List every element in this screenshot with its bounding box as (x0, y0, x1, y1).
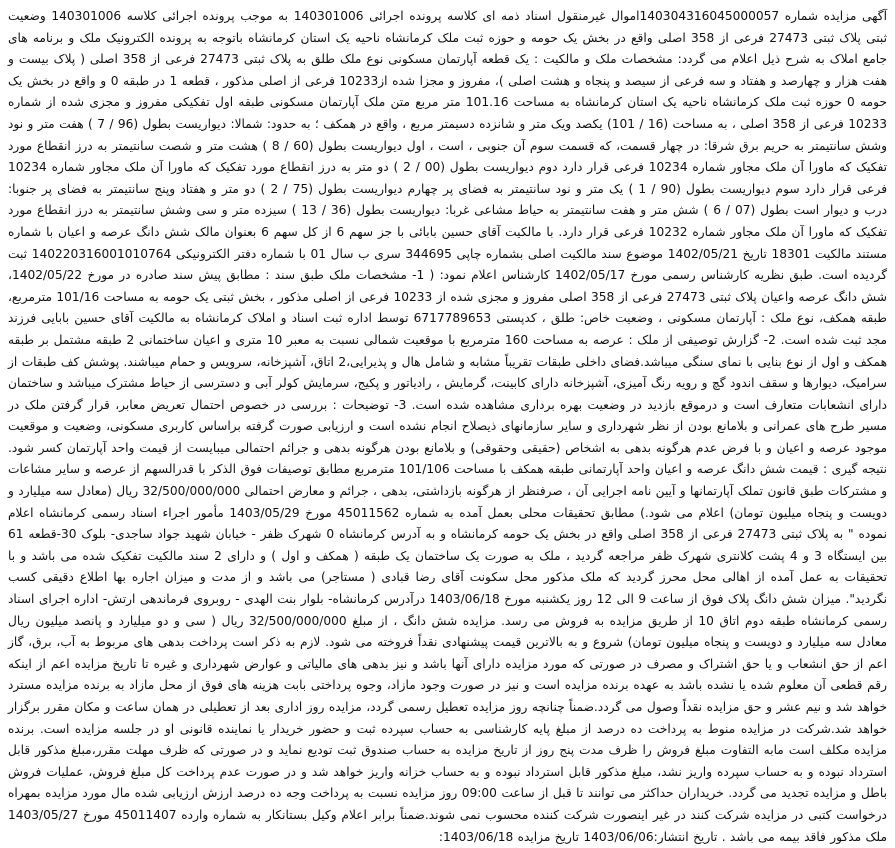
auction-notice-body: آگهی مزایده شماره 140304316045000057اموال غیرمنقول اسناد ذمه ای کلاسه پرونده اجرائی 140301006 به موجب پرونده اجرائی کلاسه 140301006 وضعیت ثبتی پلاک ثبتی 27473 فرعی از 358 اصلی واقع در بخش یک حومه و حوزه ثبت ملک کرمانشاه ناحیه یک استان کرمانشاه باتوجه به پرونده الکترونیک ملک و برنامه های جامع املاک به شرح ذیل اعلام می گردد: مشخصات ملک و مالکیت : یک قطعه آپارتمان مسکونی نوع ملک طلق به پلاک ثبتی 27473 فرعی از 358 اصلی ( پلاک بیست و هفت هزار و چهارصد و هفتاد و سه فرعی از سیصد و پنجاه و هشت اصلی )، مفروز و مجزا شده از10233 فرعی از اصلی مذکور ، قطعه 1 در طبقه 0 و واقع در بخش یک حومه 0 حوزه ثبت ملک کرمانشاه ناحیه یک استان کرمانشاه به مساحت 101.16 متر مربع متن ملک آپارتمان مسکونی طبقه اول تفکیکی مفروز و مجزی شده از شماره 10233 فرعی از 358 اصلی ، به مساحت (16 / 101) یکصد ویک متر و شانزده دسیمتر مربع ، واقع در همکف ؛ به حدود: شمالا: دیواریست بطول (96 / 7 ) هفت متر و نود وشش سانتیمتر به حریم برق شرقا: در چهار قسمت، که قسمت سوم آن جنوبی ، است ، اول دیواریست بطول (60 / 8 ) هشت متر و شصت سانتیمتر به درز انقطاع مورد تفکیک که ماورا آن ملک مجاور شماره 10234 فرعی قرار دارد دوم دیواریست بطول (00 / 2 ) دو متر به درز انقطاع مورد تفکیک که ماورا آن ملک مجاور شماره 10234 فرعی قرار دارد سوم دیواریست بطول (90 / 1 ) یک متر و نود سانتیمتر به فضای پر چهارم دیواریست بطول (75 / 2 ) دو متر و هفتاد وپنج سانتیمتر به فضای پر جنوبا: درب و دیوار است بطول (07 / 6 ) شش متر و هفت سانتیمتر به حیاط مشاعی غربا: دیواریست بطول (36 / 13 ) سیزده متر و سی وشش سانتیمتر به درز انقطاع مورد تفکیک که ماورا آن ملک مجاور شماره 10232 فرعی قرار دارد. با مالکیت آقای حسین بابائی با جز سهم 6 از کل سهم 6 بعنوان مالک شش دانگ عرصه و اعیان با شماره مستند مالکیت 18301 تاریخ 1402/05/21 موضوع سند مالکیت اصلی بشماره چاپی 344695 سری ب سال 01 با شماره دفتر الکترونیکی 140220316001010764 ثبت گردیده است. طبق نظریه کارشناس رسمی مورخ 1402/05/17 کارشناس اعلام نمود: ( 1- مشخصات ملک طبق سند : مطابق پیش سند صادره در مورخ 1402/05/22، شش دانگ عرصه واعیان پلاک ثبتی 27473 فرعی از 358 اصلی مفروز و مجزی شده از 10233 فرعی از اصلی مذکور ، بخش ثبتی یک حومه به مساحت 101/16 مترمربع، طبقه همکف، نوع ملک : آپارتمان مسکونی ، وضعیت خاص: طلق ، کدپستی 6717789653 توسط اداره ثبت اسناد و املاک کرمانشاه به مالکیت آقای حسین بابایی فرزند مجد ثبت شده است. 2- گزارش توصیفی از ملک : عرصه به مساحت 160 مترمربع با موقعیت شمالی نسبت به معبر 10 متری و اعیان ساختمانی 2 طبقه مشتمل بر طبقه همکف و اول از نوع بنایی با نمای سنگی میباشد.فضای داخلی طبقات تقریباً مشابه و شامل هال و پذیرایی،2 اتاق، آشپزخانه، سرویس و حمام میباشند. پوشش کف طبقات از سرامیک، دیوارها و سقف اندود گچ و رویه رنگ آمیزی، آشپزخانه دارای کابینت، گرمایش ، رادیاتور و پکیج، سرمایش کولر آبی و دسترسی از حیاط مشترک میباشد و ساختمان دارای انشعابات متعارف است و درموقع بازدید در وضعیت بهره برداری مشاهده شده است. 3- توضیحات : بررسی در خصوص احتمال تعریض معابر، قرار گرفتن ملک در مسیر طرح های عمرانی و بلامانع بودن از نظر شهرداری و سایر سازمانهای ذیصلاح انجام نشده است و ارزیابی صورت گرفته براساس کاربری مسکونی، وضعیت و موقعیت موجود عرصه و اعیان و با فرض عدم هرگونه بدهی به اشخاص (حقیقی وحقوقی) و بلامانع بودن هرگونه بدهی و جرائم احتمالی میبایست از قیمت واحد آپارتمان کسر شود. نتیجه گیری : قیمت شش دانگ عرصه و اعیان واحد آپارتمانی طبقه همکف با مساحت 101/106 مترمربع مطابق توصیفات فوق الذکر با قدرالسهم از عرصه و سایر مشاعات و مشترکات طبق قانون تملک آپارتمانها و آیین نامه اجرایی آن ، صرفنظر از هرگونه بازداشتی، بدهی ، جرائم و معارض احتمالی 32/500/000/000 ریال (معادل سه میلیارد و دویست و پنجاه میلیون تومان) اعلام می شود.) مطابق تحقیقات محلی بعمل آمده به شماره 45011562 مورخ 1403/05/29 مأمور اجراء اسناد رسمی کرمانشاه اعلام نموده " به پلاک ثبتی 27473 فرعی از 358 اصلی واقع در بخش یک حومه کرمانشاه و به آدرس کرمانشاه 0 شهرک ظفر - خیابان شهید جواد ساجدی- بلوک 30-قطعه 61 بین ایستگاه 3 و 4 پشت کلانتری شهرک ظفر مراجعه گردید ، ملک به صورت یک ساختمان یک طبقه ( همکف و اول ) و دارای 2 سند مالکیت تفکیک شده می باشد و با تحقیقات به عمل آمده از اهالی محل محرز گردید که ملک مذکور محل سکونت آقای رضا قبادی ( مستاجر) می باشد و از مدت و میزان اجاره بها اطلاع دقیقی کسب نگردید". میزان شش دانگ پلاک فوق از ساعت 9 الی 12 روز یکشنبه مورخ 1403/06/18 درآدرس کرمانشاه- بلوار بنت الهدی - روبروی فرماندهی ارتش- اداره اجرای اسناد رسمی کرمانشاه طبقه دوم اتاق 10 از طریق مزایده به فروش می رسد. مزایده شش دانگ ، از مبلغ 32/500/000/000 ریال ( سی و دو میلیارد و پانصد میلیون ریال معادل سه میلیارد و دویست و پنجاه میلیون تومان) شروع و به بالاترین قیمت پیشنهادی نقداً فروخته می شود. لازم به ذکر است پرداخت بدهی های مربوط به آب، برق، گاز اعم از حق انشعاب و یا حق اشتراک و مصرف در صورتی که مورد مزایده دارای آنها باشد و نیز بدهی های مالیاتی و عوارض شهرداری و غیره تا تاریخ مزایده اعم از اینکه رقم قطعی آن معلوم شده یا نشده باشد به عهده برنده مزایده است و نیز در صورت وجود مازاد، وجوه پرداختی بابت هزینه های فوق از محل مازاد به برنده مزایده مسترد خواهد شد و نیم عشر و حق مزایده نقداً وصول می گردد.ضمناً چنانچه روز مزایده تعطیل رسمی گردد، مزایده روز اداری بعد از تعطیلی در همان ساعت و مکان مقرر برگزار خواهد شد.شرکت در مزایده منوط به پرداخت ده درصد از مبلغ پایه کارشناسی به حساب سپرده ثبت و حضور خریدار یا نماینده قانونی او در جلسه مزایده است. برنده مزایده مکلف است مابه التفاوت مبلغ فروش را ظرف مدت پنج روز از تاریخ مزایده به حساب صندوق ثبت تودیع نماید و در صورتی که ظرف مهلت مقرر،مبلغ مذکور قابل استرداد نبوده و به حساب سپرده واریز نشد، مبلغ مذکور قابل استرداد نبوده و به حساب خزانه واریز خواهد شد و در صورت عدم پرداخت کل مبلغ فروش، عملیات فروش باطل و مزایده تجدید می گردد. خریداران حداکثر می توانند تا قبل از ساعت 09:00 روز مزایده نسبت به پرداخت وجه ده درصد ارزش ارزیابی شده مال مورد مزایده بمهراه درخواست کتبی در مزایده شرکت کنند در غیر اینصورت شرکت کننده محسوب نمی شوند.ضمناً برابر اعلام وکیل بستانکار به شماره وارده 45011407 مورخ 1403/05/27 ملک مذکور فاقد بیمه می باشد . تاریخ انتشار:1403/06/06 تاریخ مزایده 1403/06/18: (8, 9, 888, 844)
